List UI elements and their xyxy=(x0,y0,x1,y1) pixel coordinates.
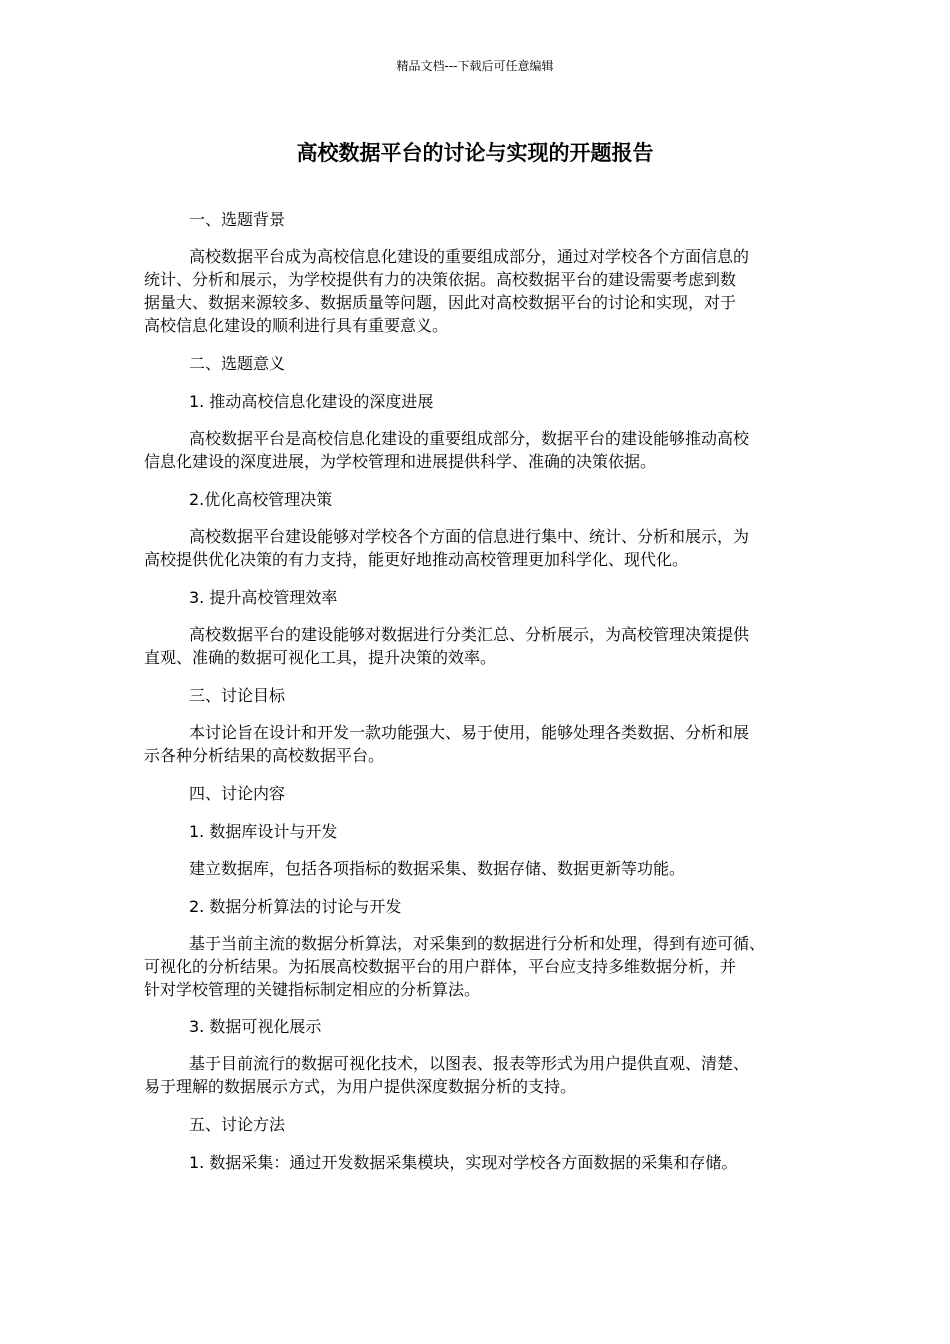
paragraph-line: 统计、分析和展示，为学校提供有力的决策依据。高校数据平台的建设需要考虑到数 xyxy=(144,270,737,289)
paragraph-line: 信息化建设的深度进展，为学校管理和进展提供科学、准确的决策依据。 xyxy=(144,452,657,471)
paragraph-line: 本讨论旨在设计和开发一款功能强大、易于使用，能够处理各类数据、分析和展 xyxy=(189,723,750,742)
paragraph-goals xyxy=(144,721,816,767)
paragraph-line: 可视化的分析结果。为拓展高校数据平台的用户群体，平台应支持多维数据分析，并 xyxy=(144,957,737,976)
paragraph-line: 基于当前主流的数据分析算法，对采集到的数据进行分析和处理，得到有迹可循、 xyxy=(189,934,766,953)
paragraph-line: 示各种分析结果的高校数据平台。 xyxy=(144,746,385,765)
paragraph-line: 高校数据平台建设能够对学校各个方面的信息进行集中、统计、分析和展示，为 xyxy=(189,527,750,546)
paragraph-line: 基于目前流行的数据可视化技术，以图表、报表等形式为用户提供直观、清楚、 xyxy=(189,1054,750,1073)
section-heading-goals: 三、讨论目标 xyxy=(189,686,286,705)
paragraph-visualization xyxy=(144,1052,816,1098)
paragraph-decision xyxy=(144,525,816,571)
subheading-algorithms: 2. 数据分析算法的讨论与开发 xyxy=(189,897,402,916)
section-heading-content: 四、讨论内容 xyxy=(189,784,286,803)
paragraph-data-collection: 1. 数据采集：通过开发数据采集模块，实现对学校各方面数据的采集和存储。 xyxy=(189,1153,738,1172)
subheading-informatization: 1. 推动高校信息化建设的深度进展 xyxy=(189,392,434,411)
section-heading-background: 一、选题背景 xyxy=(189,210,286,229)
section-heading-significance: 二、选题意义 xyxy=(189,354,286,373)
paragraph-line: 直观、准确的数据可视化工具，提升决策的效率。 xyxy=(144,648,497,667)
paragraph-line: 针对学校管理的关键指标制定相应的分析算法。 xyxy=(144,980,481,999)
paragraph-line: 高校数据平台的建设能够对数据进行分类汇总、分析展示，为高校管理决策提供 xyxy=(189,625,750,644)
section-heading-methods: 五、讨论方法 xyxy=(189,1115,286,1134)
paragraph-database: 建立数据库，包括各项指标的数据采集、数据存储、数据更新等功能。 xyxy=(189,859,686,878)
paragraph-line: 高校数据平台成为高校信息化建设的重要组成部分，通过对学校各个方面信息的 xyxy=(189,247,750,266)
document-title: 高校数据平台的讨论与实现的开题报告 xyxy=(296,141,654,165)
paragraph-efficiency xyxy=(144,623,816,669)
paragraph-line: 据量大、数据来源较多、数据质量等问题，因此对高校数据平台的讨论和实现，对于 xyxy=(144,293,737,312)
paragraph-background xyxy=(144,245,816,337)
paragraph-line: 易于理解的数据展示方式，为用户提供深度数据分析的支持。 xyxy=(144,1077,577,1096)
subheading-visualization: 3. 数据可视化展示 xyxy=(189,1017,322,1036)
subheading-database: 1. 数据库设计与开发 xyxy=(189,822,338,841)
paragraph-line: 高校数据平台是高校信息化建设的重要组成部分，数据平台的建设能够推动高校 xyxy=(189,429,750,448)
paragraph-line: 高校提供优化决策的有力支持，能更好地推动高校管理更加科学化、现代化。 xyxy=(144,550,689,569)
paragraph-algorithms xyxy=(144,932,816,1001)
paragraph-informatization xyxy=(144,427,816,473)
paragraph-line: 高校信息化建设的顺利进行具有重要意义。 xyxy=(144,316,449,335)
subheading-efficiency: 3. 提升高校管理效率 xyxy=(189,588,338,607)
subheading-decision: 2.优化高校管理决策 xyxy=(189,490,333,509)
page-header: 精品文档---下载后可任意编辑 xyxy=(396,59,554,73)
